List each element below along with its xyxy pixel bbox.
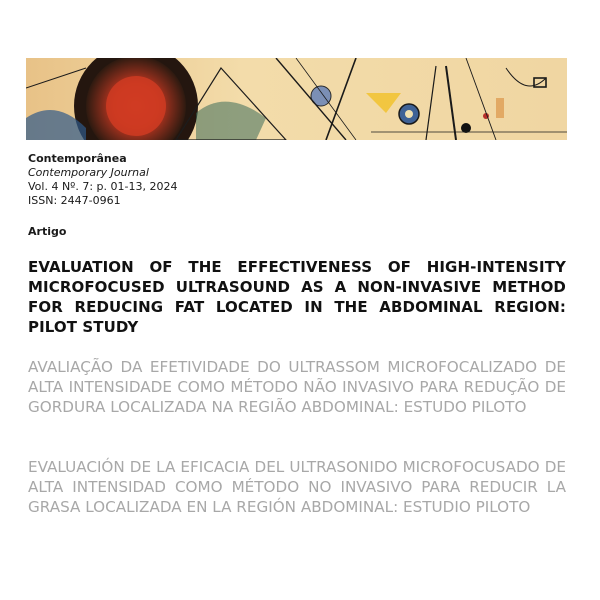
title-spanish: EVALUACIÓN DE LA EFICACIA DEL ULTRASONIDO MICROFOCUSADO DE ALTA INTENSIDAD COMO MÉTODO NO INVASIVO PARA REDUCIR LA GRASA LOCALIZADA EN LA REGIÓN ABDOMINAL: ESTUDIO PILOTO (28, 458, 566, 516)
journal-volume: Vol. 4 Nº. 7: p. 01-13, 2024 (28, 180, 178, 193)
title-portuguese: AVALIAÇÃO DA EFETIVIDADE DO ULTRASSOM MICROFOCALIZADO DE ALTA INTENSIDADE COMO MÉTODO NÃO INVASIVO PARA REDUÇÃO DE GORDURA LOCALIZADA NA REGIÃO ABDOMINAL: ESTUDO PILOTO (28, 358, 566, 416)
section-label: Artigo (28, 225, 67, 238)
journal-meta (28, 152, 568, 208)
title-english: EVALUATION OF THE EFFECTIVENESS OF HIGH-INTENSITY MICROFOCUSED ULTRASOUND AS A NON-INVASIVE METHOD FOR REDUCING FAT LOCATED IN THE ABDOMINAL REGION: PILOT STUDY (28, 258, 566, 336)
banner-artwork (26, 58, 567, 140)
journal-issn: ISSN: 2447-0961 (28, 194, 121, 207)
journal-subtitle: Contemporary Journal (28, 166, 149, 179)
journal-name: Contemporânea (28, 152, 127, 165)
abstract-painting-banner (26, 58, 567, 140)
